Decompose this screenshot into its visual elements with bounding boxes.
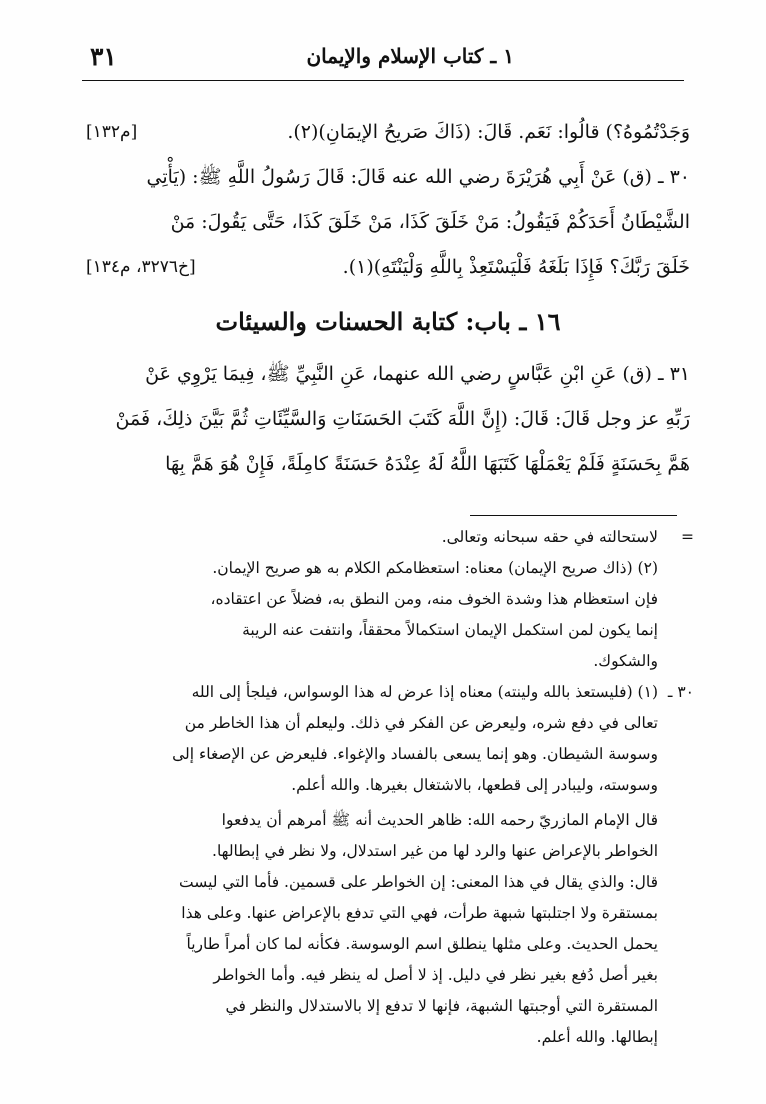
text-line-content: خَلَقَ رَبَّكَ؟ فَإِذَا بَلَغَهُ فَلْيَسْتَعِذْ بِاللَّهِ وَلْيَنْتَهِ)(١). (342, 256, 690, 278)
footnote-line: (١) (فليستعذ بالله ولينته) معناه إذا عرض له هذا الوسواس، فيلجأ إلى الله (191, 683, 658, 701)
hadith-31-line-1: ٣١ ـ (ق) عَنِ ابْنِ عَبَّاسٍ رضي الله عنهما، عَنِ النَّبِيِّ ﷺ، فِيمَا يَرْوِي عَنْ (145, 363, 690, 385)
footnote-line: قال: والذي يقال في هذا المعنى: إن الخواطر على قسمين. فأما التي ليست (179, 873, 658, 891)
reference-marker: [م١٣٢] (86, 122, 138, 142)
hadith-30-line-1: ٣٠ ـ (ق) عَنْ أَبِي هُرَيْرَةَ رضي الله عنه قَالَ: قَالَ رَسُولُ اللَّهِ ﷺ: (يَأْتِي (146, 166, 690, 188)
footnote-line: والشكوك. (593, 652, 658, 670)
text-line (86, 110, 690, 155)
footnote-divider (470, 515, 677, 516)
footnote-line: تعالى في دفع شره، وليعرض عن الفكر في ذلك. وليعلم أن هذا الخاطر من (184, 714, 658, 732)
footnote-line: إنما يكون لمن استكمل الإيمان استكمالاً محققاً، وانتفت عنه الريبة (242, 621, 658, 639)
footnote-line: لاستحالته في حقه سبحانه وتعالى. (441, 528, 658, 546)
footnote-line: وسوسة الشيطان. وهو إنما يسعى بالفساد والإغواء. فليعرض عن الإصغاء إلى (172, 745, 658, 763)
footnote-line: بمستقرة ولا اجتلبتها شبهة طرأت، فهي التي تدفع بالإعراض عنها. وعلى هذا (181, 904, 658, 922)
footnote-line: المستقرة التي أوجبتها الشبهة، فإنها لا تدفع إلا بالاستدلال والنظر في (225, 997, 658, 1015)
footnote-continuation (84, 522, 694, 553)
hadith-number-marker: ٣٠ ـ (667, 683, 694, 701)
hadith-30-line-2: الشَّيْطَانُ أَحَدَكُمْ فَيَقُولُ: مَنْ خَلَقَ كَذَا، مَنْ خَلَقَ كَذَا، حَتَّى يَقُولَ: مَنْ (170, 211, 690, 233)
hadith-30-line-3 (86, 245, 690, 290)
footnote-line: (٢) (ذاك صريح الإيمان) معناه: استعظامكم الكلام به هو صريح الإيمان. (212, 559, 658, 577)
footnote-line: قال الإمام المازريّ رحمه الله: ظاهر الحديث أنه ﷺ أمرهم أن يدفعوا (221, 811, 658, 829)
continuation-marker: = (681, 528, 694, 546)
footnote-line: وسوسته، وليبادر إلى قطعها، بالاشتغال بغيرها. والله أعلم. (291, 776, 658, 794)
footnote-line: يحمل الحديث. وعلى مثلها ينطلق اسم الوسوسة. فكأنه لما كان أمراً طارياً (186, 935, 658, 953)
chapter-heading: ١٦ ـ باب: كتابة الحسنات والسيئات (215, 307, 561, 336)
footnote-line: فإن استعظام هذا وشدة الخوف منه، ومن النطق به، فضلاً عن اعتقاده، (210, 590, 658, 608)
reference-marker: [خ٣٢٧٦، م١٣٤] (86, 257, 196, 277)
footnote-line: إبطالها. والله أعلم. (536, 1028, 658, 1046)
footnote-line: الخواطر بالإعراض عنها والرد لها من غير استدلال، ولا نظر في إبطالها. (212, 842, 658, 860)
hadith-31-line-3: هَمَّ بِحَسَنَةٍ فَلَمْ يَعْمَلْهَا كَتَبَهَا اللَّهُ لَهُ عِنْدَهُ حَسَنَةً كامِلَةً، فَإِنْ هُوَ هَمَّ بِهَا (165, 453, 690, 475)
footnote-2 (84, 553, 694, 677)
footnote-30 (84, 677, 694, 1053)
text-line-content: وَجَدْتُمُوهُ؟) قالُوا: نَعَم. قَالَ: (ذَاكَ صَريحُ الإيمَانِ)(٢). (287, 121, 690, 143)
hadith-31-line-2: رَبِّهِ عز وجل قَالَ: قَالَ: (إِنَّ اللَّهَ كَتَبَ الحَسَنَاتِ وَالسَّيِّئَاتِ ثُمَّ بَيَّنَ ذلِكَ، فَمَنْ (115, 408, 690, 430)
main-text (86, 110, 690, 487)
footnotes (84, 522, 694, 1053)
footnote-line: بغير أصل دُفع بغير نظر في دليل. إذ لا أصل له ينظر فيه. وأما الخواطر (213, 966, 658, 984)
page-number: ٣١ (90, 42, 117, 71)
running-header (82, 38, 684, 81)
book-title: ١ ـ كتاب الإسلام والإيمان (306, 44, 514, 68)
